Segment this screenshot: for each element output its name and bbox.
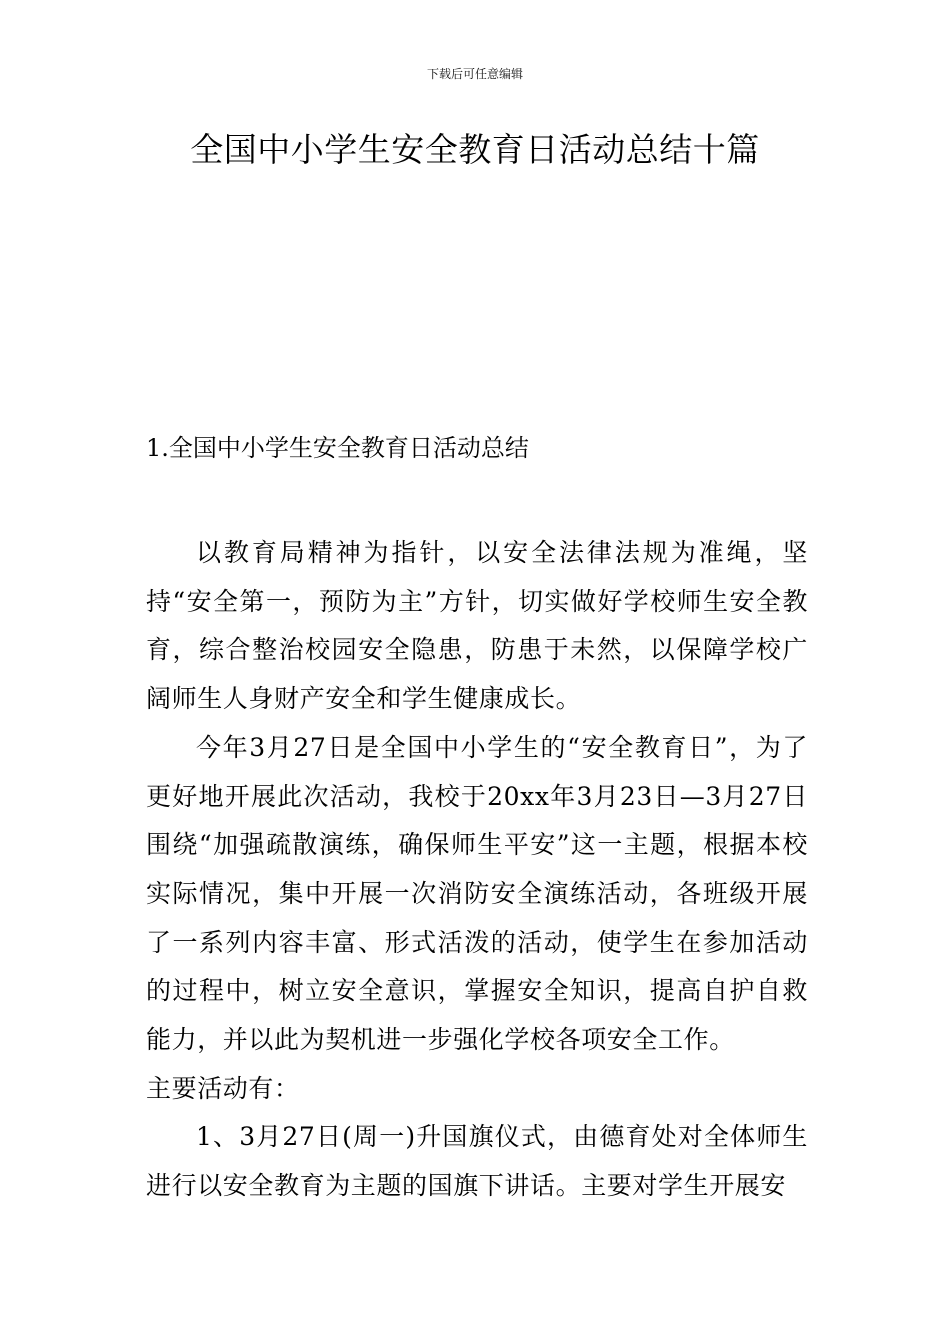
paragraph-activity-1: 1、3月27日(周一)升国旗仪式，由德育处对全体师生进行以安全教育为主题的国旗下讲话。主要对学生开展安 — [146, 1122, 808, 1201]
document-title: 全国中小学生安全教育日活动总结十篇 — [190, 130, 760, 169]
paragraph-intro: 以教育局精神为指针，以安全法律法规为准绳，坚持“安全第一，预防为主”方针，切实做好学校师生安全教育，综合整治校园安全隐患，防患于未然，以保障学校广阔师生人身财产安全和学生健康成长。 — [146, 538, 808, 714]
section-heading: 1.全国中小学生安全教育日活动总结 — [146, 434, 529, 462]
paragraph-activities-label: 主要活动有： — [146, 1073, 300, 1103]
body-text — [146, 529, 808, 1211]
header-note: 下载后可任意编辑 — [426, 67, 523, 81]
paragraph-event: 今年3月27日是全国中小学生的“安全教育日”，为了更好地开展此次活动，我校于20xx年3月23日—3月27日围绕“加强疏散演练，确保师生平安”这一主题，根据本校实际情况，集中开展一次消防安全演练活动，各班级开展了一系列内容丰富、形式活泼的活动，使学生在参加活动的过程中，树立安全意识，掌握安全知识，提高自护自救能力，并以此为契机进一步强化学校各项安全工作。 — [146, 732, 808, 1055]
